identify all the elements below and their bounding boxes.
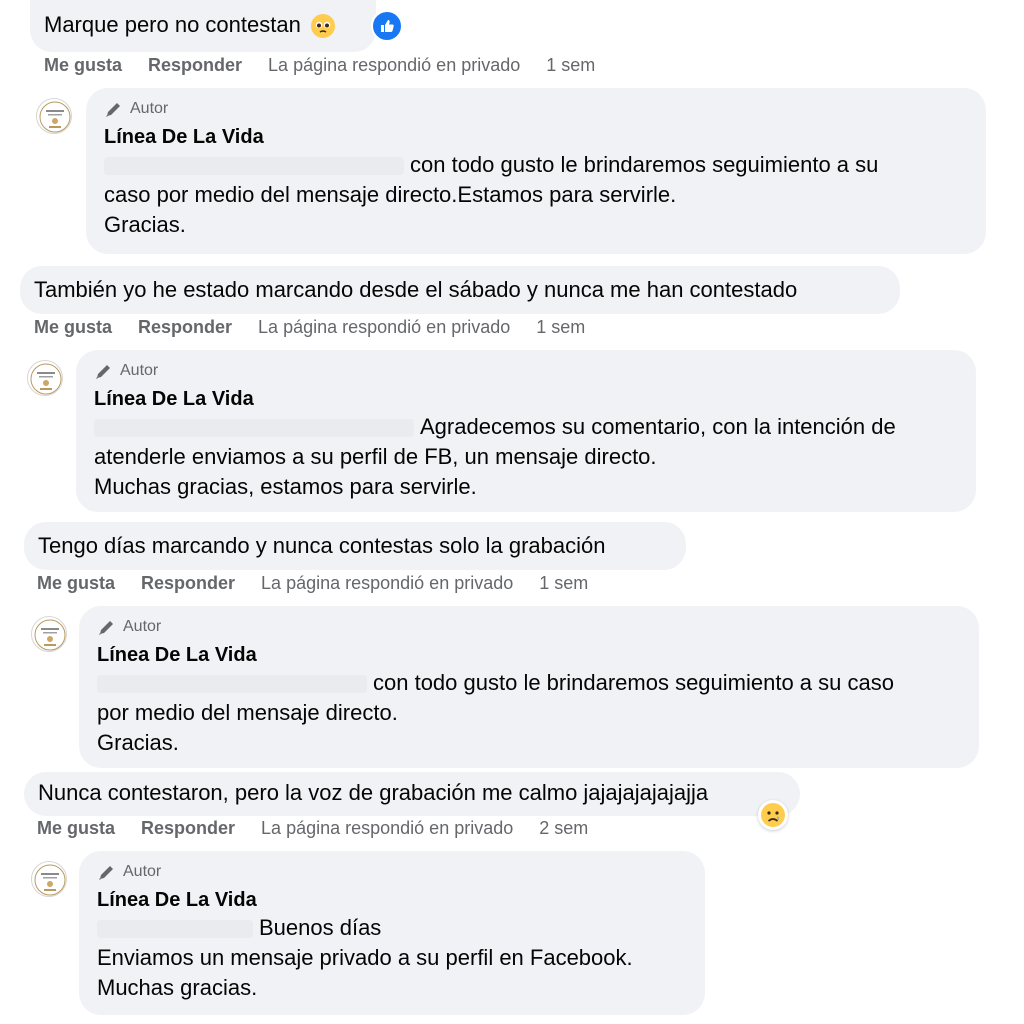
timestamp[interactable]: 2 sem <box>539 818 589 838</box>
reply-bubble <box>79 851 705 1015</box>
page-avatar-icon[interactable] <box>31 616 67 652</box>
author-badge-label: Autor <box>130 100 169 117</box>
comment-text: Marque pero no contestan <box>44 12 301 37</box>
reply-bubble <box>76 350 976 512</box>
page-avatar-icon[interactable] <box>36 98 72 134</box>
pencil-icon <box>104 99 124 119</box>
reply-text: con todo gusto le brindaremos seguimiento a su caso por medio del mensaje directo.Estamos para servirle. Gracias. <box>104 152 879 237</box>
reply-bubble <box>79 606 979 768</box>
like-button[interactable]: Me gusta <box>44 55 123 75</box>
comment-text: Nunca contestaron, pero la voz de grabación me calmo jajajajajajajja <box>38 780 709 805</box>
timestamp[interactable]: 1 sem <box>539 573 589 593</box>
private-reply-note: La página respondió en privado <box>258 317 511 337</box>
author-badge <box>97 861 685 883</box>
pleading-face-icon <box>311 14 335 38</box>
private-reply-note: La página respondió en privado <box>268 55 521 75</box>
author-badge-label: Autor <box>123 618 162 635</box>
pencil-icon <box>97 862 117 882</box>
page-name[interactable]: Línea De La Vida <box>97 889 257 911</box>
page-avatar-icon[interactable] <box>27 360 63 396</box>
reply-button[interactable]: Responder <box>138 317 233 337</box>
comment-bubble <box>20 266 900 314</box>
comment-actions <box>44 55 595 76</box>
author-badge <box>94 360 956 382</box>
comment-text: Tengo días marcando y nunca contestas solo la grabación <box>38 533 606 558</box>
like-icon[interactable] <box>371 10 403 42</box>
reply-text: con todo gusto le brindaremos seguimiento a su caso por medio del mensaje directo. Gracias. <box>97 670 894 755</box>
comment-actions <box>37 818 588 839</box>
author-badge <box>97 616 959 638</box>
comment-bubble <box>24 772 800 816</box>
page-name[interactable]: Línea De La Vida <box>97 644 257 666</box>
author-badge-label: Autor <box>120 362 159 379</box>
comment-bubble <box>30 0 376 52</box>
pencil-icon <box>94 361 114 381</box>
like-button[interactable]: Me gusta <box>34 317 113 337</box>
like-button[interactable]: Me gusta <box>37 573 116 593</box>
author-badge <box>104 98 966 120</box>
pencil-icon <box>97 617 117 637</box>
like-button[interactable]: Me gusta <box>37 818 116 838</box>
comment-actions <box>37 573 588 594</box>
comment-actions <box>34 317 585 338</box>
page-name[interactable]: Línea De La Vida <box>94 388 254 410</box>
sad-tear-face-icon[interactable] <box>758 800 788 830</box>
reply-button[interactable]: Responder <box>141 573 236 593</box>
reply-text: Buenos días Enviamos un mensaje privado a su perfil en Facebook. Muchas gracias. <box>97 915 633 1000</box>
timestamp[interactable]: 1 sem <box>546 55 596 75</box>
reply-text: Agradecemos su comentario, con la intención de atenderle enviamos a su perfil de FB, un mensaje directo. Muchas gracias, estamos para servirle. <box>94 414 896 499</box>
page-avatar-icon[interactable] <box>31 861 67 897</box>
author-badge-label: Autor <box>123 863 162 880</box>
timestamp[interactable]: 1 sem <box>536 317 586 337</box>
reply-button[interactable]: Responder <box>148 55 243 75</box>
private-reply-note: La página respondió en privado <box>261 573 514 593</box>
private-reply-note: La página respondió en privado <box>261 818 514 838</box>
comment-text: También yo he estado marcando desde el sábado y nunca me han contestado <box>34 277 798 302</box>
reply-button[interactable]: Responder <box>141 818 236 838</box>
page-name[interactable]: Línea De La Vida <box>104 126 264 148</box>
reply-bubble <box>86 88 986 254</box>
comment-bubble <box>24 522 686 570</box>
